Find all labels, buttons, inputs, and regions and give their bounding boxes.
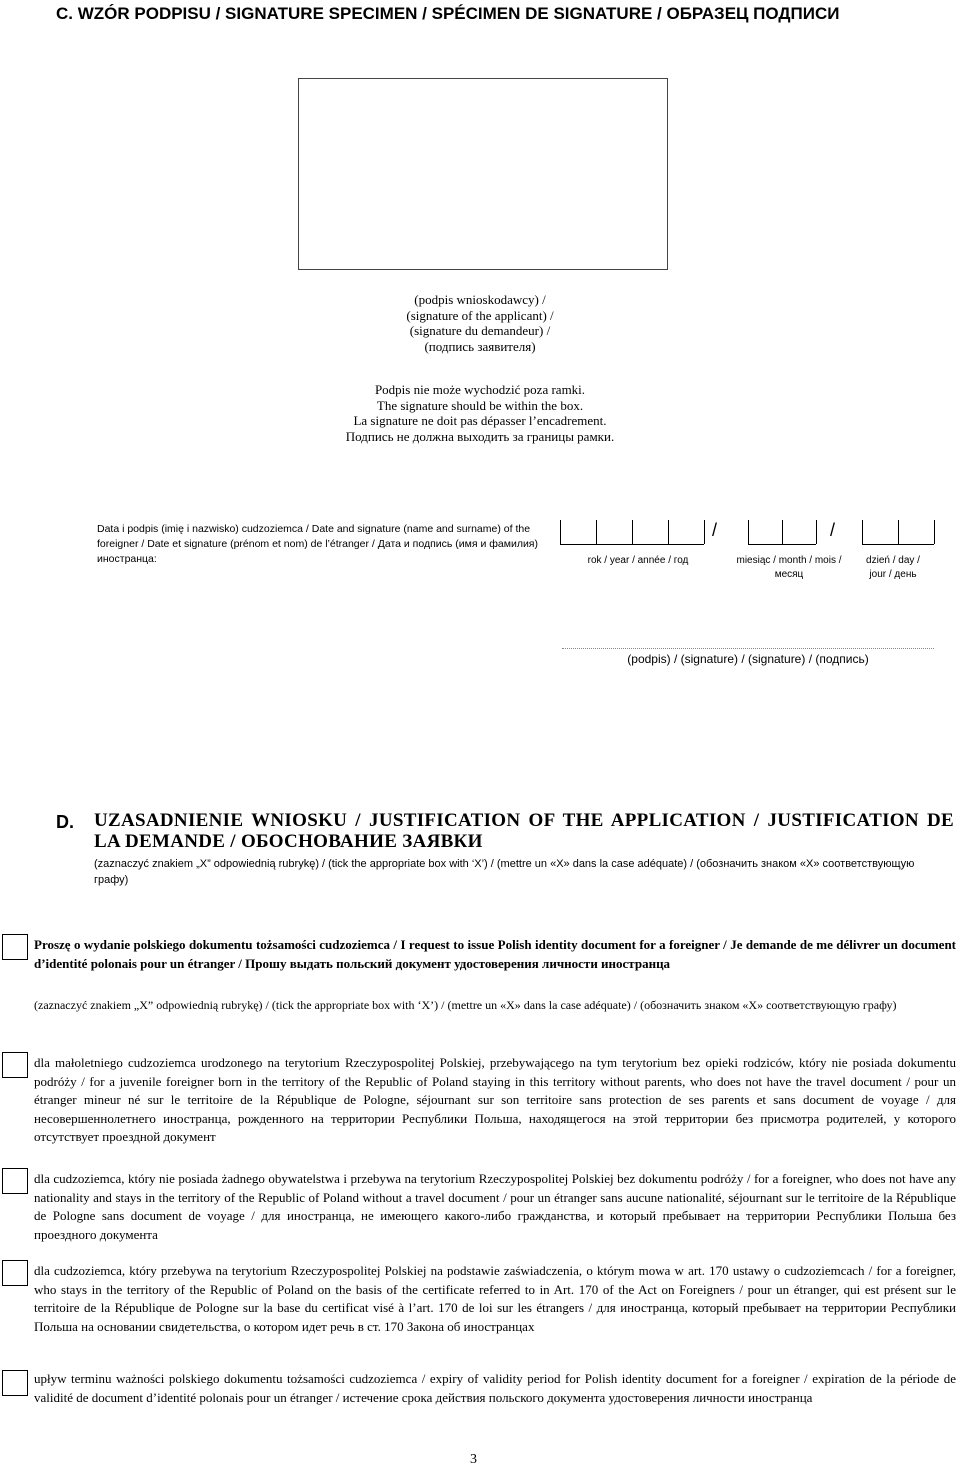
signature-line-caption: (podpis) / (signature) / (signature) / (подпись) — [627, 652, 869, 666]
option-checkbox-expiry[interactable] — [2, 1370, 28, 1396]
option-checkbox-stateless[interactable] — [2, 1168, 28, 1194]
section-d-note: (zaznaczyć znakiem „X” odpowiednią rubrykę) / (tick the appropriate box with ‘X’) / (mettre un «X» dans la case adéquate) / (обозначить знаком «X» соответствующую графу) — [94, 858, 915, 886]
section-c-title: C. WZÓR PODPISU / SIGNATURE SPECIMEN / SPÉCIMEN DE SIGNATURE / ОБРАЗЕЦ ПОДПИСИ — [56, 4, 840, 23]
page-number: 3 — [470, 1452, 477, 1467]
date-separator: / — [830, 520, 836, 540]
caption-line: (podpis wnioskodawcy) / — [414, 292, 546, 307]
day-label: dzień / day / jour / день — [866, 555, 920, 580]
note-line: Podpis nie może wychodzić poza ramki. — [374, 382, 586, 397]
section-d-letter: D. — [56, 812, 74, 832]
section-d-title: UZASADNIENIE WNIOSKU / JUSTIFICATION OF THE APPLICATION / JUSTIFICATION DE LA DEMANDE / ОБОСНОВАНИЕ ЗАЯВКИ — [94, 810, 954, 852]
caption-line: (signature of the applicant) / — [406, 307, 554, 323]
main-option-checkbox[interactable] — [2, 934, 28, 960]
caption-line: (подпись заявителя) — [424, 338, 536, 354]
option-label-expiry: upływ terminu ważności polskiego dokumentu tożsamości cudzoziemca / expiry of validity period for Polish identity document for a foreigner / expiration de la période de validité de document d’identité polonais pour un étranger / истечение срока действия польского документа удостоверения личности иностранца — [34, 1371, 956, 1405]
note-line: The signature should be within the box. — [376, 397, 584, 413]
option-checkbox-juvenile[interactable] — [2, 1052, 28, 1078]
main-option-label: Proszę o wydanie polskiego dokumentu tożsamości cudzoziemca / I request to issue Polish identity document for a foreigner / Je demande de me délivrer un document d’identité polonais pour un étranger / Прошу выдать польский документ удостоверения личности иностранца — [34, 937, 956, 971]
signature-note — [200, 382, 760, 444]
date-separator: / — [712, 520, 718, 540]
option-checkbox-certificate[interactable] — [2, 1260, 28, 1286]
signature-box[interactable] — [298, 78, 668, 270]
month-label: miesiąc / month / mois / месяц — [736, 555, 842, 580]
option-label-certificate: dla cudzoziemca, który przebywa na terytorium Rzeczypospolitej Polskiej na podstawie zaświadczenia, o którym mowa w art. 170 ustawy o cudzoziemcach / for a foreigner, who stays in the territory of the Republic of Poland on the basis of the certificate referred to in Art. 170 of the Act on Foreigners / pour un étranger, qui est présent sur le territoire de la République de Pologne sur la base du certificat visé à l’art. 170 de loi sur les étrangers / для иностранца, который пребывает на территории Республики Польша на основании свидетельства, о котором идет речь в ст. 170 Закона об иностранцах — [34, 1263, 956, 1334]
signature-caption — [200, 292, 760, 354]
date-input-grid[interactable] — [560, 520, 940, 550]
option-label-juvenile: dla małoletniego cudzoziemca urodzonego na terytorium Rzeczypospolitej Polskiej, przebywającego na tym terytorium bez opieki rodziców, który nie posiada dokumentu podróży / for a juvenile foreigner born in the territory of the Republic of Poland staying in this territory without parents, who does not have the travel document / pour un étranger mineur né sur le territoire de la République de Pologne, séjournant sur son territoire sans protection de ses parents et sans document de voyage / для несовершеннолетнего иностранца, рожденного на территории Республики Польша, находящегося на этой территории без присмотра родителей, у которого отсутствует проездной документ — [34, 1055, 956, 1144]
signature-line[interactable] — [562, 648, 934, 649]
caption-line: (signature du demandeur) / — [409, 323, 551, 338]
date-signature-label: Data i podpis (imię i nazwisko) cudzoziemca / Date and signature (name and surname) of the foreigner / Date et signature (prénom et nom) de l’étranger / Дата и подпись (имя и фамилия) иностранца: — [97, 523, 538, 565]
note-line: La signature ne doit pas dépasser l’encadrement. — [353, 413, 607, 428]
year-label: rok / year / année / год — [587, 555, 689, 566]
option-label-stateless: dla cudzoziemca, który nie posiada żadnego obywatelstwa i przebywa na terytorium Rzeczypospolitej Polskiej bez dokumentu podróży / for a foreigner, who does not have any nationality and stays in the territory of the Republic of Poland without a travel document / pour un étranger sans aucune nationalité, séjournant sur le territoire de la République de Pologne sans document de voyage / для иностранца, не имеющего какого-либо гражданства, и который пребывает на территории Республики Польша без проездного документа — [34, 1171, 956, 1242]
note-line: Подпись не должна выходить за границы рамки. — [345, 428, 615, 444]
main-option-note: (zaznaczyć znakiem „X” odpowiednią rubrykę) / (tick the appropriate box with ‘X’) / (mettre un «X» dans la case adéquate) / (обозначить знаком «X» соответствующую графу) — [34, 998, 897, 1012]
